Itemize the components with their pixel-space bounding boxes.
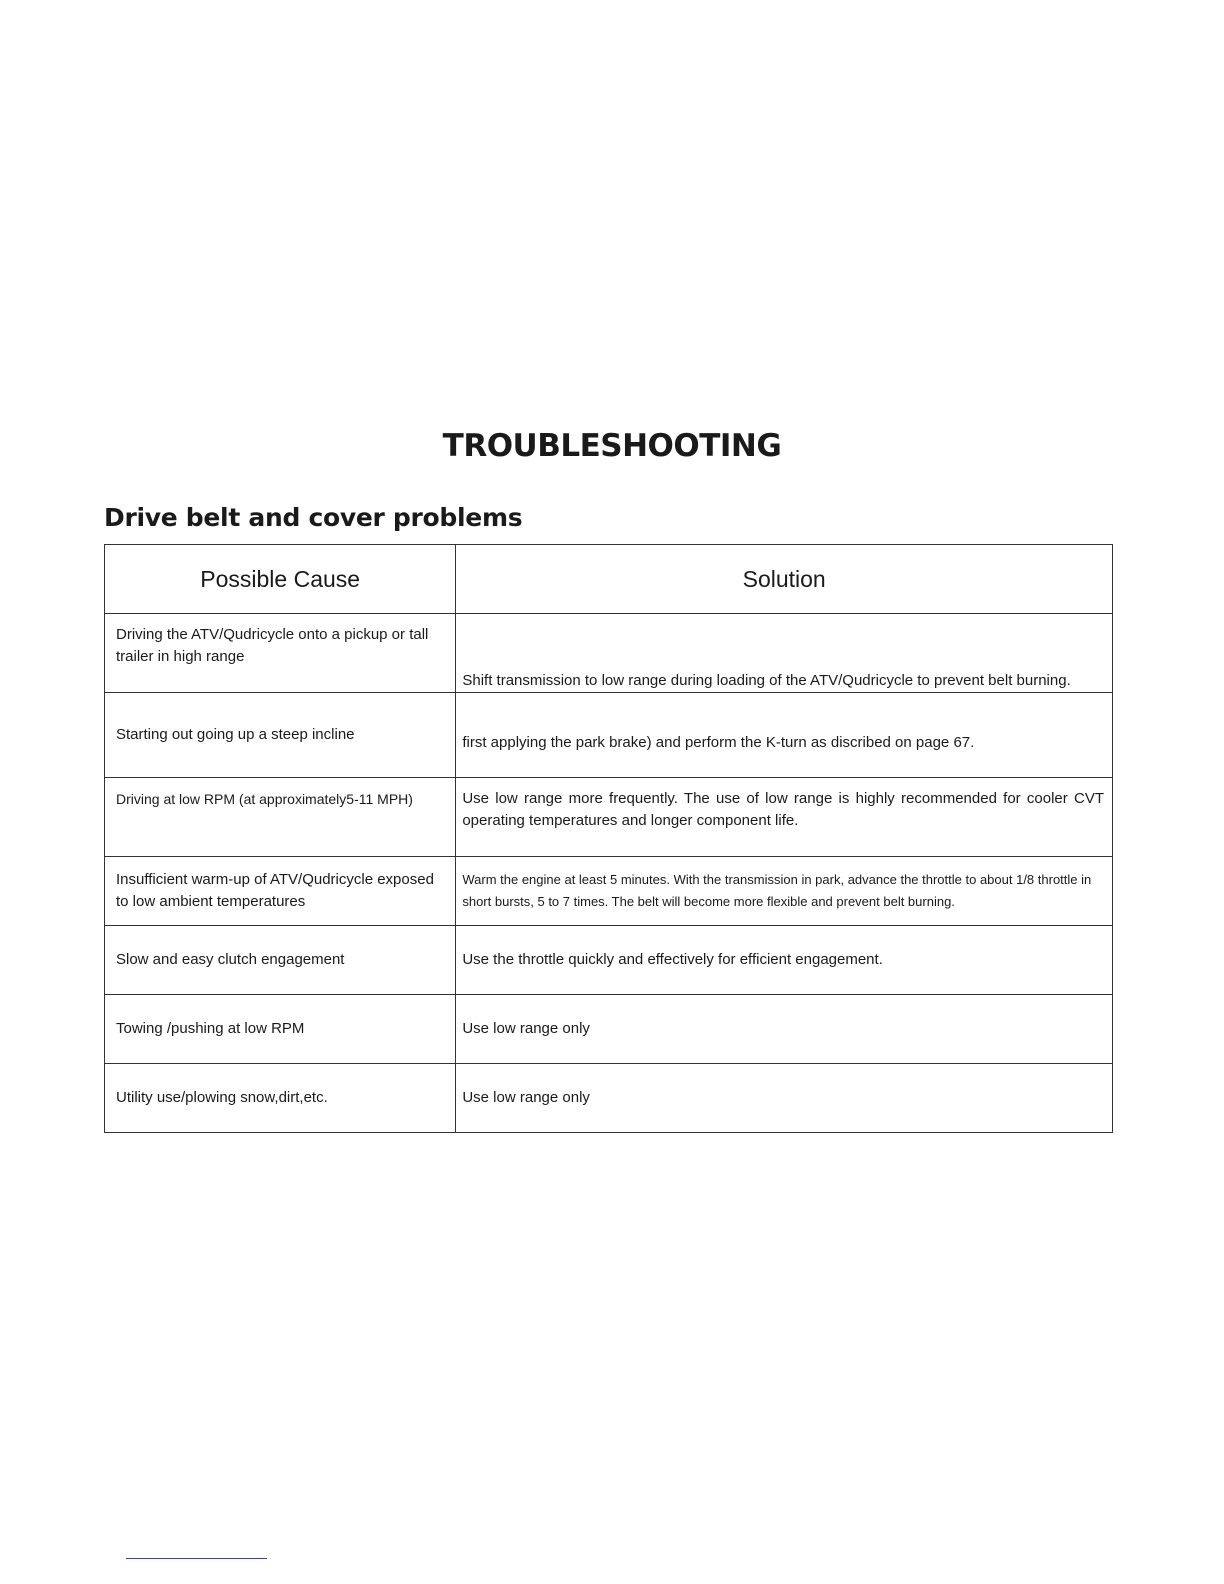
cause-cell: Towing /pushing at low RPM (105, 995, 456, 1064)
cause-cell: Slow and easy clutch engagement (105, 926, 456, 995)
cause-cell: Starting out going up a steep incline (105, 693, 456, 778)
solution-cell: Use low range more frequently. The use of low range is highly recommended for cooler CVT operating temperatures and longer component life. (456, 778, 1113, 857)
solution-cell: Warm the engine at least 5 minutes. With the transmission in park, advance the throttle to about 1/8 throttle in short bursts, 5 to 7 times. The belt will become more flexible and prevent belt burning. (456, 857, 1113, 926)
table-header-row (105, 545, 1113, 614)
cause-cell: Insufficient warm-up of ATV/Qudricycle exposed to low ambient temperatures (105, 857, 456, 926)
table-row (105, 778, 1113, 857)
table-row (105, 857, 1113, 926)
header-possible-cause: Possible Cause (105, 545, 456, 614)
table-row (105, 995, 1113, 1064)
page-title: TROUBLESHOOTING (442, 428, 782, 464)
cause-cell: Driving the ATV/Qudricycle onto a pickup or tall trailer in high range (105, 614, 456, 693)
table-row (105, 1064, 1113, 1133)
table-row (105, 926, 1113, 995)
header-solution: Solution (456, 545, 1113, 614)
footer-link-underline[interactable] (126, 1558, 267, 1559)
table-row (105, 614, 1113, 693)
troubleshooting-table (104, 544, 1113, 1133)
cause-cell: Utility use/plowing snow,dirt,etc. (105, 1064, 456, 1133)
section-title: Drive belt and cover problems (104, 503, 523, 532)
solution-cell: Use the throttle quickly and effectively for efficient engagement. (456, 926, 1113, 995)
solution-cell: first applying the park brake) and perform the K-turn as discribed on page 67. (456, 693, 1113, 778)
solution-cell: Shift transmission to low range during loading of the ATV/Qudricycle to prevent belt burning. (456, 614, 1113, 693)
solution-cell: Use low range only (456, 995, 1113, 1064)
cause-cell: Driving at low RPM (at approximately5-11 MPH) (105, 778, 456, 857)
solution-cell: Use low range only (456, 1064, 1113, 1133)
table-row (105, 693, 1113, 778)
